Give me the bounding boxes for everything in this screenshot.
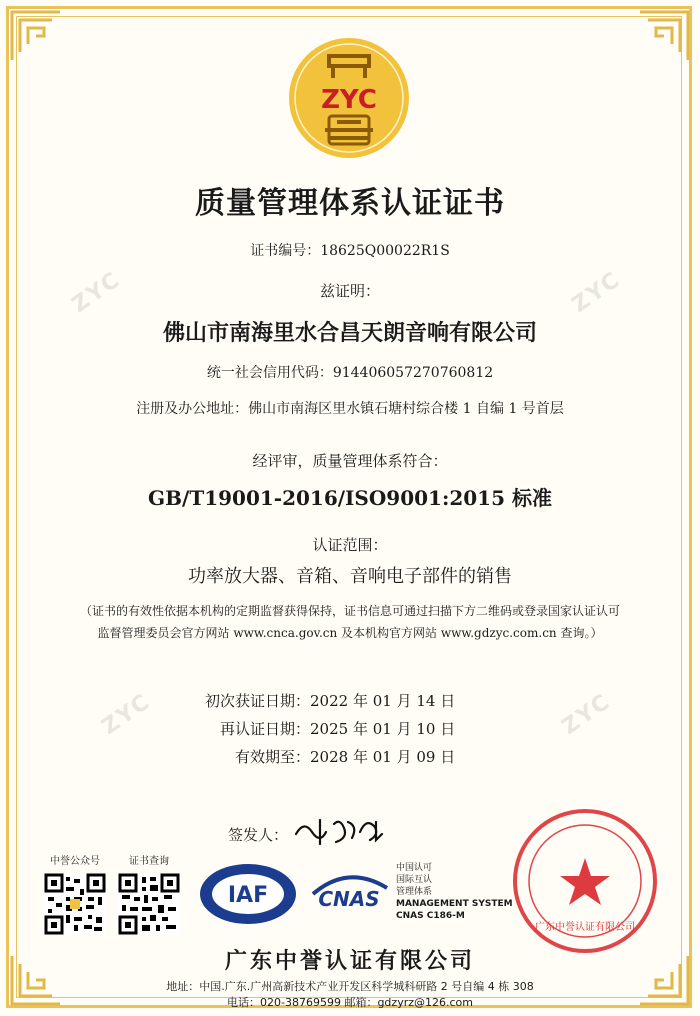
- standard: GB/T19001-2016/ISO9001:2015 标准: [148, 486, 552, 510]
- date-label: 有效期至：: [234, 748, 310, 766]
- corner-ornament: [8, 8, 64, 64]
- accreditation-line: 管理体系: [396, 887, 433, 897]
- official-seal: [510, 806, 660, 956]
- scope-label: 认证范围：: [312, 536, 388, 554]
- accreditation-line: 中国认可: [396, 863, 433, 873]
- zyc-logo: [285, 34, 413, 162]
- date-label: 初次获证日期：: [204, 692, 310, 710]
- watermark: ZYC: [97, 688, 156, 741]
- cnas-mark: [305, 868, 391, 920]
- qr-code-icon: [118, 873, 180, 935]
- watermark: ZYC: [557, 688, 616, 741]
- footer-address: 地址：中国.广东.广州高新技术产业开发区科学城科研路 2 号自编 4 栋 308: [166, 980, 534, 993]
- date-recert: [200, 718, 500, 739]
- iaf-mark: [198, 862, 298, 926]
- iaf-text: IAF: [227, 883, 269, 908]
- certificate-number: 证书编号：18625Q00022R1S: [250, 243, 450, 259]
- accreditation-line: 国际互认: [396, 875, 433, 885]
- date-value: 2025 年 01 月 10 日: [310, 720, 456, 738]
- watermark: ZYC: [567, 266, 626, 319]
- issuing-organization: 广东中誉认证有限公司: [224, 949, 475, 974]
- qr-verify: [118, 852, 180, 938]
- registered-address: 注册及办公地址：佛山市南海区里水镇石塘村综合楼 1 自编 1 号首层: [136, 401, 564, 417]
- validity-note: （证书的有效性依据本机构的定期监督获得保持，证书信息可通过扫描下方二维码或登录国家认证认可: [79, 604, 620, 618]
- date-expiry: [200, 746, 500, 767]
- accreditation-line: CNAS C186-M: [396, 911, 465, 921]
- certificate-title: 质量管理体系认证证书: [195, 186, 505, 221]
- qr-label: 中誉公众号: [50, 856, 100, 867]
- corner-ornament: [636, 8, 692, 64]
- company-name: 佛山市南海里水合昌天朗音响有限公司: [162, 320, 537, 346]
- validity-note: 监督管理委员会官方网站 www.cnca.gov.cn 及本机构官方网站 www.gdzyc.com.cn 查询。）: [97, 626, 603, 640]
- qr-label: 证书查询: [129, 856, 169, 867]
- handwritten-signature: [290, 812, 390, 848]
- date-value: 2028 年 01 月 09 日: [310, 748, 456, 766]
- attest-label: 兹证明：: [319, 282, 380, 300]
- date-initial: [200, 690, 500, 711]
- watermark: ZYC: [67, 266, 126, 319]
- signer-label: 签发人：: [228, 826, 289, 844]
- credit-code: 统一社会信用代码：914406057270760812: [206, 365, 494, 381]
- cnas-text: CNAS: [318, 887, 380, 911]
- date-label: 再认证日期：: [219, 720, 310, 738]
- certification-scope: 功率放大器、音箱、音响电子部件的销售: [188, 566, 512, 587]
- footer-contact: 电话：020-38769599 邮箱：gdzyrz@126.com: [227, 996, 473, 1009]
- accreditation-line: MANAGEMENT SYSTEM: [396, 899, 513, 909]
- qr-wechat: [44, 852, 106, 938]
- qr-code-icon: [44, 873, 106, 935]
- accreditation-text: [396, 862, 513, 922]
- logo-letters: ZYC: [321, 85, 377, 115]
- conformity-label: 经评审，质量管理体系符合：: [252, 452, 448, 470]
- date-value: 2022 年 01 月 14 日: [310, 692, 456, 710]
- seal-text: 广东中誉认证有限公司: [535, 922, 635, 933]
